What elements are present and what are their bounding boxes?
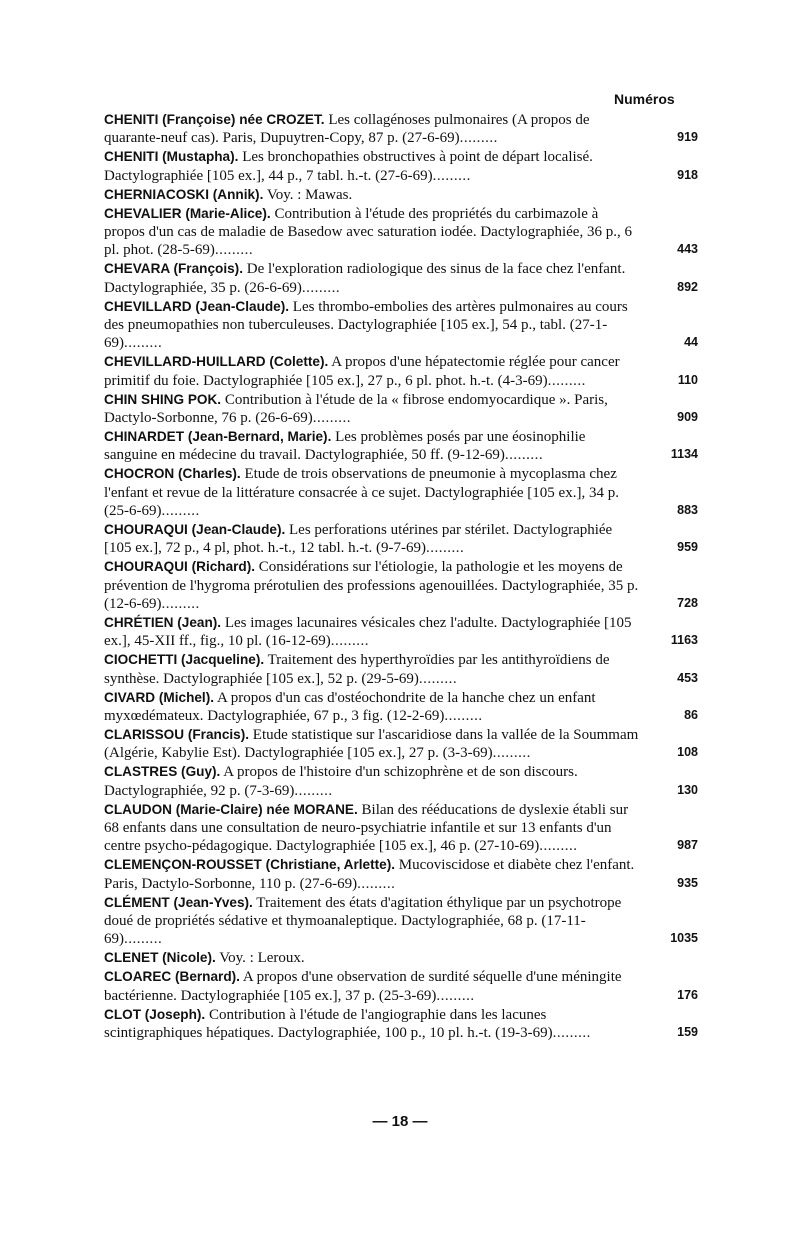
entry-author: CLÉMENT (Jean-Yves).	[104, 894, 253, 910]
entry-author: CHEVILLARD-HUILLARD (Colette).	[104, 354, 329, 370]
entry-number: 1035	[670, 931, 698, 946]
entry-author: CLAUDON (Marie-Claire) née MORANE.	[104, 801, 358, 817]
entry-description: Voy. : Mawas.	[263, 186, 353, 203]
entry-author: CLARISSOU (Francis).	[104, 726, 250, 742]
leader-dots: .........	[492, 745, 531, 762]
entry-author: CHENITI (Françoise) née CROZET.	[104, 112, 325, 127]
entry-description: Les bronchopathies obstructives à point de départ localisé. Dactylographiée [105 ex.], 44 p., 7 tabl. h.-t. (27-6-69)	[104, 149, 593, 184]
entry-author: CLOT (Joseph).	[104, 1006, 206, 1022]
entry-number: 176	[677, 987, 698, 1002]
entry-number: 86	[684, 708, 698, 722]
entry-description: Les collagénoses pulmonaires (A propos de quarante-neuf cas). Paris, Dupuytren-Copy, 87 p. (27-6-69)	[104, 112, 590, 147]
leader-dots: .........	[330, 633, 370, 650]
entry-description: Etude statistique sur l'ascaridiose dans la vallée de la Soummam (Algérie, Kabylie Est). Dactylographiée [105 ex.], 27 p. (3-3-69)	[104, 726, 639, 762]
entry-text	[104, 558, 642, 613]
leader-dots: .........	[294, 782, 333, 799]
bibliography-entry	[104, 689, 698, 726]
leader-dots: .........	[312, 410, 351, 426]
entry-text	[104, 894, 642, 949]
entry-number: 959	[677, 540, 698, 555]
entry-description: Traitement des hyperthyroïdies par les antithyroïdiens de synthèse. Dactylographiée [105 ex.], 52 p. (29-5-69)	[104, 652, 610, 687]
entry-text	[104, 949, 642, 967]
entry-number: 130	[677, 782, 698, 797]
leader-dots: .........	[547, 372, 586, 389]
bibliography-entry	[104, 521, 698, 558]
leader-dots: .........	[504, 447, 544, 464]
entry-text	[104, 614, 642, 651]
bibliography-entry	[104, 391, 698, 428]
entry-text	[104, 968, 642, 1005]
entry-number: 1163	[670, 633, 698, 648]
leader-dots: .........	[552, 1024, 591, 1041]
bibliography-entry	[104, 726, 698, 763]
leader-dots: .........	[124, 335, 163, 352]
entry-text	[104, 651, 642, 688]
entry-author: CLOAREC (Bernard).	[104, 969, 240, 985]
bibliography-entry	[104, 968, 698, 1005]
entry-number	[642, 203, 698, 204]
entry-text	[104, 465, 642, 520]
entry-number: 728	[677, 596, 698, 611]
leader-dots: .........	[444, 708, 483, 724]
entry-number: 918	[677, 167, 698, 182]
entry-description: A propos de l'histoire d'un schizophrène et de son discours. Dactylographiée, 92 p. (7-3-69)	[104, 764, 578, 799]
bibliography-entry	[104, 614, 698, 651]
page-number: — 18 —	[372, 1113, 428, 1130]
leader-dots: .........	[161, 503, 200, 520]
entry-number: 892	[677, 279, 698, 294]
bibliography-entry	[104, 651, 698, 688]
entry-author: CHEVALIER (Marie-Alice).	[104, 205, 271, 221]
entry-description: Mucoviscidose et diabète chez l'enfant. Paris, Dactylo-Sorbonne, 110 p. (27-6-69)	[104, 857, 635, 892]
leader-dots: .........	[214, 242, 254, 259]
leader-dots: .........	[426, 540, 465, 557]
entry-description: Les images lacunaires vésicales chez l'adulte. Dactylographiée [105 ex.], 45-XII ff., fig., 10 pl. (16-12-69)	[104, 614, 632, 650]
leader-dots: .........	[459, 130, 498, 147]
entry-description: Les problèmes posés par une éosinophilie sanguine en médecine du travail. Dactylographiée, 50 ff. (9-12-69)	[104, 428, 586, 464]
entry-description: Contribution à l'étude de la « fibrose endomyocardique ». Paris, Dactylo-Sorbonne, 76 p. (26-6-69)	[104, 391, 608, 426]
entry-text	[104, 298, 642, 353]
entry-text	[104, 148, 642, 185]
leader-dots: .........	[301, 279, 341, 296]
bibliography-entry	[104, 465, 698, 520]
entry-author: CHOURAQUI (Jean-Claude).	[104, 521, 286, 537]
entry-number: 909	[677, 410, 698, 424]
bibliography-entry	[104, 111, 698, 148]
bibliography-entry	[104, 260, 698, 297]
entry-list	[104, 111, 698, 1043]
entry-author: CIVARD (Michel).	[104, 689, 215, 705]
entry-text	[104, 428, 642, 465]
entry-text	[104, 689, 642, 726]
bibliography-entry	[104, 949, 698, 967]
entry-author: CHERNIACOSKI (Annik).	[104, 186, 264, 202]
entry-text	[104, 521, 642, 558]
entry-description: Bilan des rééducations de dyslexie établi sur 68 enfants dans une consultation de neuro-psychiatrie infantile et sur 13 enfants d'un centre psycho-pédagogique. Dactylographiée [105 ex.], 46 p. (27-10-69)	[104, 801, 629, 855]
entry-number: 44	[684, 335, 698, 350]
bibliography-entry	[104, 428, 698, 465]
entry-author: CLASTRES (Guy).	[104, 764, 221, 780]
entry-number: 110	[677, 372, 698, 387]
entry-text	[104, 391, 642, 428]
entry-number: 443	[677, 242, 698, 257]
column-header: Numéros	[614, 91, 675, 107]
bibliography-entry	[104, 353, 698, 390]
entry-author: CHOCRON (Charles).	[104, 466, 241, 482]
entry-description: A propos d'une hépatectomie réglée pour cancer primitif du foie. Dactylographiée [105 ex.], 27 p., 6 pl. phot. h.-t. (4-3-69)	[104, 354, 620, 389]
entry-number: 1134	[670, 447, 698, 462]
entry-author: CHEVARA (François).	[104, 261, 243, 277]
leader-dots: .........	[539, 838, 578, 855]
leader-dots: .........	[432, 167, 471, 184]
bibliography-entry	[104, 148, 698, 185]
bibliography-entry	[104, 1006, 698, 1043]
entry-text	[104, 186, 642, 204]
entry-text	[104, 1006, 642, 1043]
entry-number: 987	[677, 838, 698, 853]
leader-dots: .........	[161, 596, 200, 613]
entry-text	[104, 353, 642, 390]
entry-text	[104, 726, 642, 763]
entry-author: CHENITI (Mustapha).	[104, 149, 239, 165]
entry-number: 919	[677, 130, 698, 145]
bibliography-entry	[104, 801, 698, 856]
entry-description: Traitement des états d'agitation éthylique par un psychotrope doué de propriétés sédative et thymoanaleptique. Dactylographiée, 68 p. (17-11-69)	[104, 894, 622, 948]
bibliography-entry	[104, 558, 698, 613]
bibliography-entry	[104, 763, 698, 800]
entry-author: CLEMENÇON-ROUSSET (Christiane, Arlette).	[104, 857, 396, 873]
entry-number: 453	[677, 670, 698, 685]
entry-description: Les thrombo-embolies des artères pulmonaires au cours des pneumopathies non tuberculeuses. Dactylographiée [105 ex.], 54 p., tabl. (27-1-69)	[104, 298, 628, 352]
entry-description: Les perforations utérines par stérilet. Dactylographiée [105 ex.], 72 p., 4 pl, phot. h.-t., 12 tabl. h.-t. (9-7-69)	[104, 521, 613, 557]
entry-text	[104, 763, 642, 800]
bibliography-entry	[104, 298, 698, 353]
entry-description: A propos d'un cas d'ostéochondrite de la hanche chez un enfant myxœdémateux. Dactylographiée, 67 p., 3 fig. (12-2-69)	[104, 689, 596, 724]
entry-author: CIOCHETTI (Jacqueline).	[104, 652, 265, 668]
entry-text	[104, 205, 642, 260]
entry-author: CHEVILLARD (Jean-Claude).	[104, 298, 290, 314]
entry-author: CLENET (Nicole).	[104, 950, 216, 966]
entry-description: Considérations sur l'étiologie, la pathologie et les moyens de prévention de l'hygroma prérotulien des professions agenouillées. Dactylographiée, 35 p. (12-6-69)	[104, 559, 639, 613]
leader-dots: .........	[418, 670, 458, 687]
entry-author: CHIN SHING POK.	[104, 391, 222, 407]
entry-text	[104, 801, 642, 856]
entry-text	[104, 260, 642, 297]
entry-description: Contribution à l'étude des propriétés du carbimazole à propos d'un cas de maladie de Basedow avec saturation iodée. Dactylographiée, 36 p., 6 pl. phot. (28-5-69)	[104, 205, 632, 259]
entry-author: CHOURAQUI (Richard).	[104, 559, 256, 575]
entry-description: A propos d'une observation de surdité séquelle d'une méningite bactérienne. Dactylographiée [105 ex.], 37 p. (25-3-69)	[104, 969, 622, 1004]
entry-text	[104, 856, 642, 893]
entry-description: Voy. : Leroux.	[215, 950, 305, 967]
leader-dots: .........	[357, 875, 396, 892]
entry-author: CHRÉTIEN (Jean).	[104, 614, 222, 630]
entry-number: 108	[677, 745, 698, 760]
bibliography-entry	[104, 205, 698, 260]
entry-number: 883	[677, 503, 698, 518]
bibliography-entry	[104, 856, 698, 893]
entry-number: 159	[677, 1024, 698, 1039]
entry-description: De l'exploration radiologique des sinus de la face chez l'enfant. Dactylographiée, 35 p. (26-6-69)	[104, 261, 626, 296]
bibliography-entry	[104, 186, 698, 204]
leader-dots: .........	[124, 931, 163, 948]
bibliography-entry	[104, 894, 698, 949]
entry-number: 935	[677, 875, 698, 890]
entry-description: Contribution à l'étude de l'angiographie dans les lacunes scintigraphiques hépatiques. Dactylographiée, 100 p., 10 pl. h.-t. (19-3-69)	[104, 1006, 553, 1041]
entry-text	[104, 111, 642, 148]
entry-description: Etude de trois observations de pneumonie à mycoplasma chez l'enfant et revue de la littérature consacrée à ce sujet. Dactylographiée [105 ex.], 34 p. (25-6-69)	[104, 466, 619, 520]
entry-number	[642, 967, 698, 968]
leader-dots: .........	[436, 987, 475, 1004]
entry-author: CHINARDET (Jean-Bernard, Marie).	[104, 428, 332, 444]
